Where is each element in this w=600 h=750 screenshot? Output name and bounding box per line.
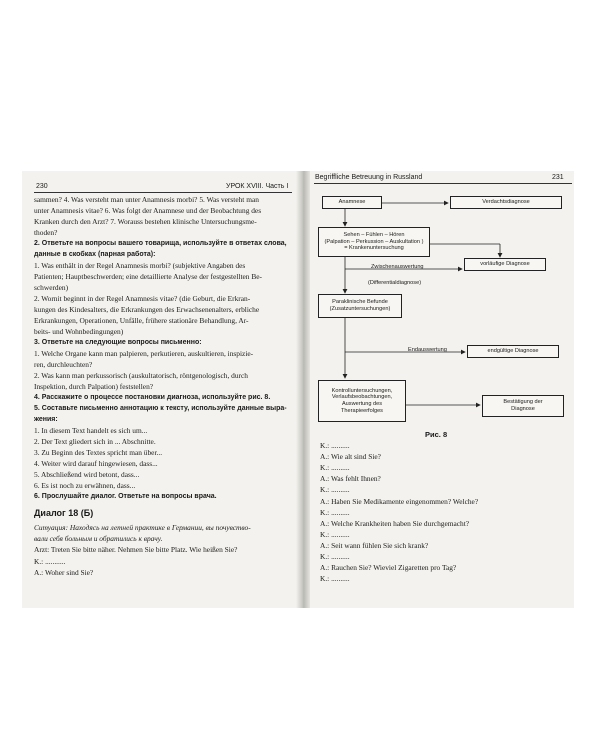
left-text-line: schwerden): [34, 283, 69, 292]
bestaetigung-line-1: Bestätigung der: [503, 399, 543, 406]
dialog-line: A.: Welche Krankheiten haben Sie durchgemacht?: [320, 518, 470, 528]
left-running-head: УРОК XVIII. Часть I: [226, 183, 289, 190]
left-text-line: жения:: [34, 416, 58, 423]
left-text-line: 6. Es ist noch zu erwähnen, dass...: [34, 481, 136, 490]
dialog-line: Ситуация: Находясь на летней практике в Германии, вы почувство-: [34, 523, 251, 532]
dialog-line: K.: ..........: [320, 529, 350, 539]
label-zwischenauswertung: Zwischenauswertung: [371, 264, 424, 270]
dialog-line: A.: Seit wann fühlen Sie sich krank?: [320, 540, 429, 550]
kontroll-line-4: Therapieerfolges: [341, 407, 383, 414]
left-text-line: ren, durchleuchten?: [34, 360, 93, 369]
dialog-line: вали себя больным и обратились к врачу.: [34, 534, 163, 544]
box-verdachtsdiagnose: Verdachtsdiagnose: [450, 196, 562, 209]
left-text-line: 2. Was kann man perkussorisch (auskultatorisch, röntgenologisch, durch: [34, 371, 248, 380]
left-text-line: kungen des Kindesalters, die Erkrankungen des Erwachsenenalters, erbliche: [34, 305, 260, 314]
label-endauswertung: Endauswertung: [408, 347, 447, 353]
dialog-line: A.: Haben Sie Medikamente eingenommen? Welche?: [320, 496, 479, 506]
left-text-line: beits- und Wohnbedingungen): [34, 327, 124, 336]
kranken-line-3: = Krankenuntersuchung: [344, 245, 404, 252]
paraklinisch-line-1: Paraklinische Befunde: [332, 299, 388, 306]
box-bestaetigung: [482, 395, 564, 417]
left-text-line: 2. Wornit beginnt in der Regel Anamnesis vitae? (die Geburt, die Erkran-: [34, 294, 251, 303]
dialog-line: K.: ..........: [320, 507, 350, 517]
left-text-line: 1. Welche Organe kann man palpieren, perkutieren, auskultieren, inspizie-: [34, 349, 254, 358]
left-text-line: 5. Abschließend wird betont, dass...: [34, 470, 140, 479]
dialog-line: A.: Was fehlt Ihnen?: [320, 474, 381, 484]
box-kontrolluntersuchungen: [318, 380, 406, 422]
left-text-line: Inspektion, durch Palpation) feststellen?: [34, 382, 154, 391]
left-text-line: 6. Прослушайте диалог. Ответьте на вопросы врача.: [34, 493, 217, 500]
dialog-line: K.: ..........: [320, 485, 350, 495]
right-running-head: Begriffliche Betreuung in Russland: [315, 174, 423, 181]
left-text-line: 5. Составьте письменно аннотацию к тексту, используйте данные выра-: [34, 405, 287, 412]
box-vorlaeufige-diagnose: vorläufige Diagnose: [464, 258, 546, 271]
left-text-line: 1. In diesem Text handelt es sich um...: [34, 426, 148, 435]
dialog-line: K.: ..........: [320, 552, 350, 561]
dialog-line: A.: Rauchen Sie? Wieviel Zigaretten pro Tag?: [320, 563, 457, 573]
kranken-line-1: Sehen – Fühlen – Hören: [343, 232, 405, 239]
box-anamnese: Anamnese: [322, 196, 382, 209]
paraklinisch-line-2: (Zusatzuntersuchungen): [329, 306, 391, 312]
left-text-line: sammen? 4. Was versteht man unter Anamnesis morbi? 5. Was versteht man: [34, 195, 259, 204]
dialog-line: A.: Wie alt sind Sie?: [320, 452, 381, 462]
left-text-line: thoden?: [34, 228, 58, 237]
left-text-line: 3. Zu Beginn des Textes spricht man über...: [34, 448, 163, 457]
box-paraklinische-befunde: [318, 294, 402, 318]
figure-caption: Рис. 8: [425, 430, 448, 439]
left-text-line: 4. Weiter wird darauf hingewiesen, dass...: [34, 459, 158, 468]
dialog-line: K.: ..........: [320, 574, 350, 584]
kontroll-line-1: Kontrolluntersuchungen,: [331, 387, 393, 394]
left-text-line: Kranken durch den Arzt? 7. Worauss bestehen klinische Untersuchungsme-: [34, 217, 257, 226]
left-text-line: Erkrankungen, Operationen, Unfälle, frühere stationäre Behandlung, Ar-: [34, 316, 249, 325]
left-text-line: 3. Ответьте на следующие вопросы письменно:: [34, 339, 202, 346]
label-differentialdiagnose: (Differentialdiagnose): [368, 280, 422, 286]
left-text-line: 1. Was enthält in der Regel Anamnesis morbi? (subjektive Angaben des: [34, 261, 246, 270]
left-text-line: 4. Расскажите о процессе постановки диагноза, используйте рис. 8.: [34, 394, 271, 401]
box-endgueltige-diagnose: endgültige Diagnose: [467, 345, 559, 358]
dialog-line: K.: ...........: [34, 556, 66, 566]
dialog-heading: Диалог 18 (Б): [34, 508, 94, 518]
left-text-line: данные в скобках (парная работа):: [34, 251, 156, 258]
kontroll-line-3: Auswertung des: [341, 401, 383, 407]
dialog-line: Arzt: Treten Sie bitte näher. Nehmen Sie bitte Platz. Wie heißen Sie?: [34, 545, 238, 555]
left-text-line: 2. Ответьте на вопросы вашего товарища, используйте в ответах слова,: [34, 240, 287, 247]
left-text-line: unter Anamnesis vitae? 6. Was folgt der Anamnese und der Beobachtung des: [34, 206, 262, 215]
kontroll-line-2: Verlaufsbeobachtungen,: [331, 394, 393, 401]
left-page-number: 230: [36, 183, 48, 190]
dialog-line: A.: Woher sind Sie?: [34, 567, 94, 577]
right-page-number: 231: [552, 174, 564, 181]
dialog-line: K.: ..........: [320, 441, 350, 450]
bestaetigung-line-2: Diagnose: [511, 406, 535, 412]
kranken-line-2: (Palpation – Perkussion – Auskultation ): [324, 238, 424, 245]
left-text-line: Patienten; Hauptbeschwerden; eine detaillierte Analyse der festgestellten Be-: [34, 272, 262, 281]
left-text-line: 2. Der Text gliedert sich in ... Abschnitte.: [34, 437, 156, 446]
box-krankenuntersuchung: [318, 227, 430, 257]
dialog-line: K.: ..........: [320, 463, 350, 473]
